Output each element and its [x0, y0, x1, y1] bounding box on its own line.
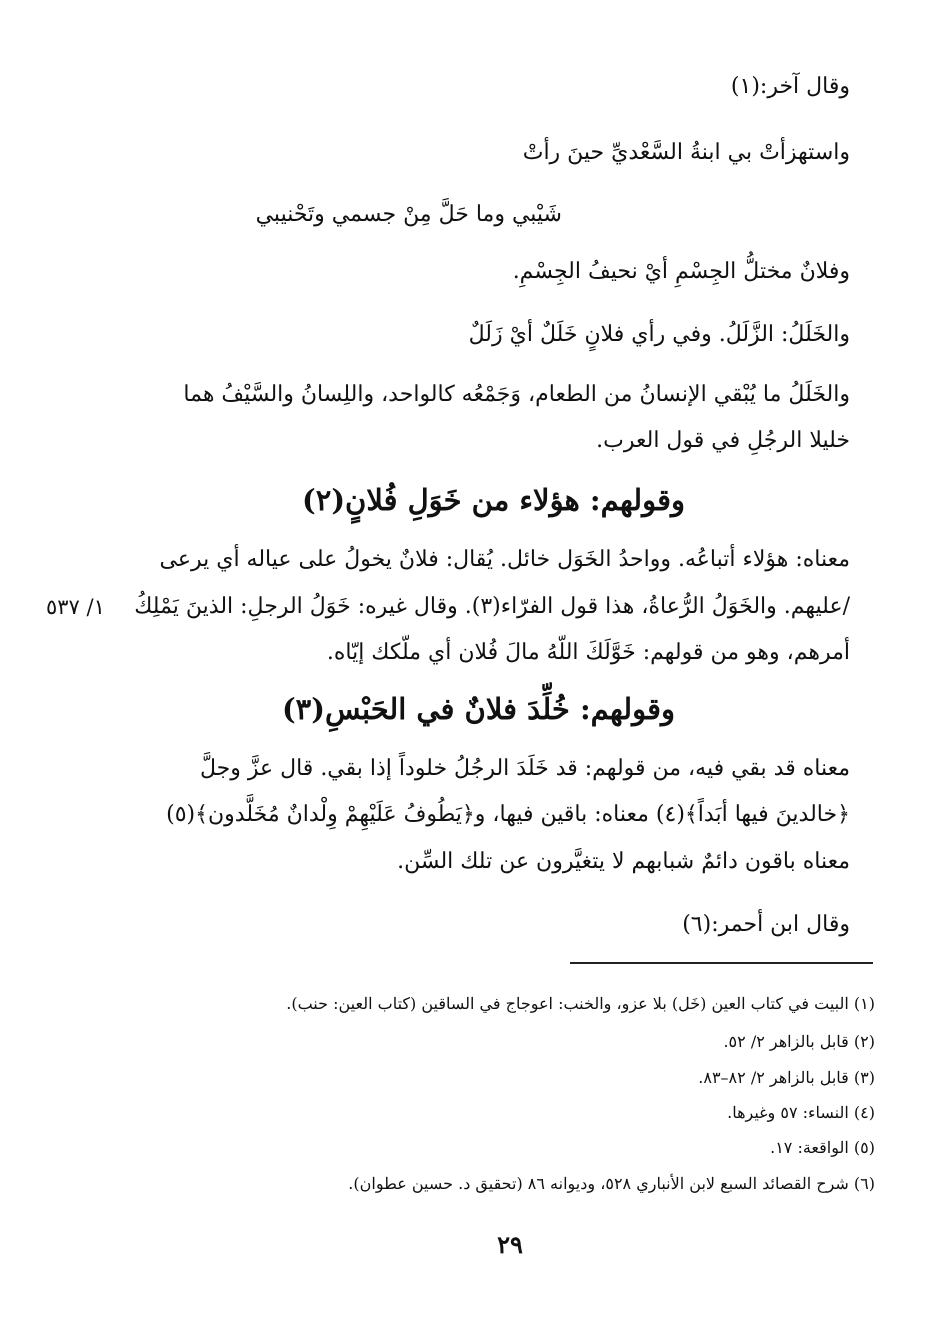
footnote-separator — [570, 962, 873, 964]
body-line: وفلانٌ مختلُّ الجِسْمِ أيْ نحيفُ الجِسْمِ. — [512, 259, 850, 284]
section-heading: وقولهم: هؤلاء من خَوَلِ فُلانٍ(٢) — [302, 483, 685, 517]
verse-line-1: واستهزأتْ بي ابنةُ السَّعْديِّ حينَ رأتْ — [522, 140, 850, 165]
footnote: (٣) قابل بالزاهر ٢/ ٨٢–٨٣. — [698, 1068, 875, 1087]
body-line: معناه قد بقي فيه، من قولهم: قد خَلَدَ الرجُلُ خلوداً إذا بقي. قال عزَّ وجلَّ — [199, 756, 850, 781]
footnote: (٦) شرح القصائد السبع لابن الأنباري ٥٢٨، وديوانه ٨٦ (تحقيق د. حسين عطوان). — [348, 1174, 875, 1193]
section-heading: وقولهم: خُلِّدَ فلانٌ في الحَبْسِ(٣) — [281, 692, 675, 726]
body-line: أمرهم، وهو من قولهم: خَوَّلَكَ اللّهُ مالَ فُلان أي ملّكك إيّاه. — [326, 640, 850, 665]
body-line: معناه باقون دائمٌ شبابهم لا يتغيَّرون عن تلك السِّن. — [397, 849, 850, 874]
body-line: وقال ابن أحمر:(٦) — [682, 912, 850, 937]
footnote: (٤) النساء: ٥٧ وغيرها. — [727, 1103, 875, 1122]
body-line: معناه: هؤلاء أتباعُه. وواحدُ الخَوَل خائل. يُقال: فلانٌ يخولُ على عياله أي يرعى — [159, 547, 850, 572]
intro-line: وقال آخر:(١) — [730, 74, 850, 99]
page-number: ٢٩ — [497, 1230, 523, 1259]
footnote: (٥) الواقعة: ١٧. — [770, 1138, 875, 1157]
body-line: والخَلَلُ ما يُبْقي الإنسانُ من الطعام، وَجَمْعُه كالواحد، واللِسانُ والسَّيْفُ هما — [183, 382, 850, 407]
footnote: (١) البيت في كتاب العين (خَل) بلا عزو، والخنب: اعوجاج في الساقين (كتاب العين: حنب). — [286, 994, 875, 1013]
body-line: ﴿خالدينَ فيها أبَداً﴾(٤) معناه: باقين فيها، و﴿يَطُوفُ عَلَيْهِمْ وِلْدانٌ مُخَلَّدون﴾(٥) — [166, 802, 850, 827]
body-line: والخَلَلُ: الزَّلَلُ. وفي رأي فلانٍ خَلَلٌ أيْ زَلَلٌ — [468, 322, 850, 347]
manuscript-page-reference: ١/ ٥٣٧ — [46, 595, 105, 619]
verse-line-2: شَيْبي وما حَلَّ مِنْ جسمي وتَحْنيبي — [255, 202, 562, 227]
body-line: خليلا الرجُلِ في قول العرب. — [596, 428, 850, 453]
body-line: /عليهم. والخَوَلُ الرُّعاةُ، هذا قول الفرّاء(٣). وقال غيره: خَوَلُ الرجلِ: الذينَ يَمْلِكُ — [134, 594, 850, 619]
footnote: (٢) قابل بالزاهر ٢/ ٥٢. — [723, 1032, 875, 1051]
